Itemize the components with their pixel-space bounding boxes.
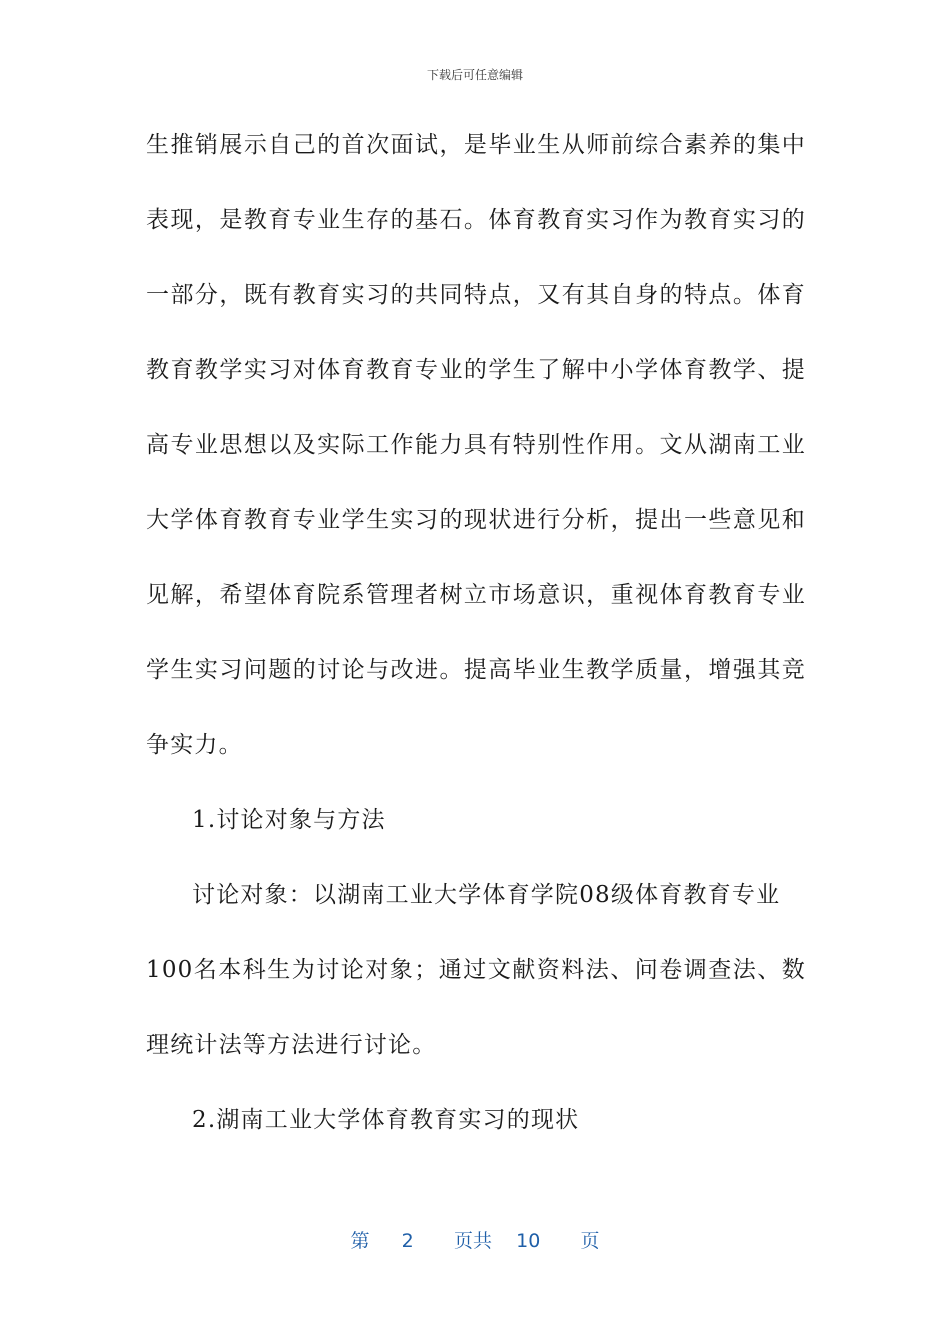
total-pages-number: 10 (516, 1230, 541, 1252)
paragraph-line: 高专业思想以及实际工作能力具有特别性作用。文从湖南工业 (146, 432, 806, 458)
paragraph-line: 大学体育教育专业学生实习的现状进行分析，提出一些意见和 (146, 507, 806, 533)
current-page-number: 2 (401, 1230, 414, 1252)
paragraph-line: 教育教学实习对体育教育专业的学生了解中小学体育教学、提 (146, 357, 806, 383)
paragraph-line: 见解，希望体育院系管理者树立市场意识，重视体育教育专业 (146, 582, 806, 608)
paragraph-line: 生推销展示自己的首次面试，是毕业生从师前综合素养的集中 (146, 132, 806, 158)
section-heading: 2.湖南工业大学体育教育实习的现状 (192, 1107, 580, 1133)
paragraph-line: 理统计法等方法进行讨论。 (146, 1032, 437, 1058)
page-prefix: 第 (350, 1230, 370, 1252)
paragraph-line: 讨论对象：以湖南工业大学体育学院08级体育教育专业 (192, 882, 781, 908)
header-note: 下载后可任意编辑 (426, 68, 523, 82)
paragraph-line: 学生实习问题的讨论与改进。提高毕业生教学质量，增强其竞 (146, 657, 806, 683)
paragraph-line: 100名本科生为讨论对象；通过文献资料法、问卷调查法、数 (146, 957, 806, 983)
page-number-footer (0, 1226, 950, 1253)
page-middle: 页共 (453, 1230, 492, 1252)
paragraph-line: 表现，是教育专业生存的基石。体育教育实习作为教育实习的 (146, 207, 806, 233)
page-suffix: 页 (580, 1230, 600, 1252)
paragraph-line: 争实力。 (146, 732, 243, 758)
paragraph-line: 一部分，既有教育实习的共同特点，又有其自身的特点。体育 (146, 282, 806, 308)
section-heading: 1.讨论对象与方法 (192, 807, 386, 833)
